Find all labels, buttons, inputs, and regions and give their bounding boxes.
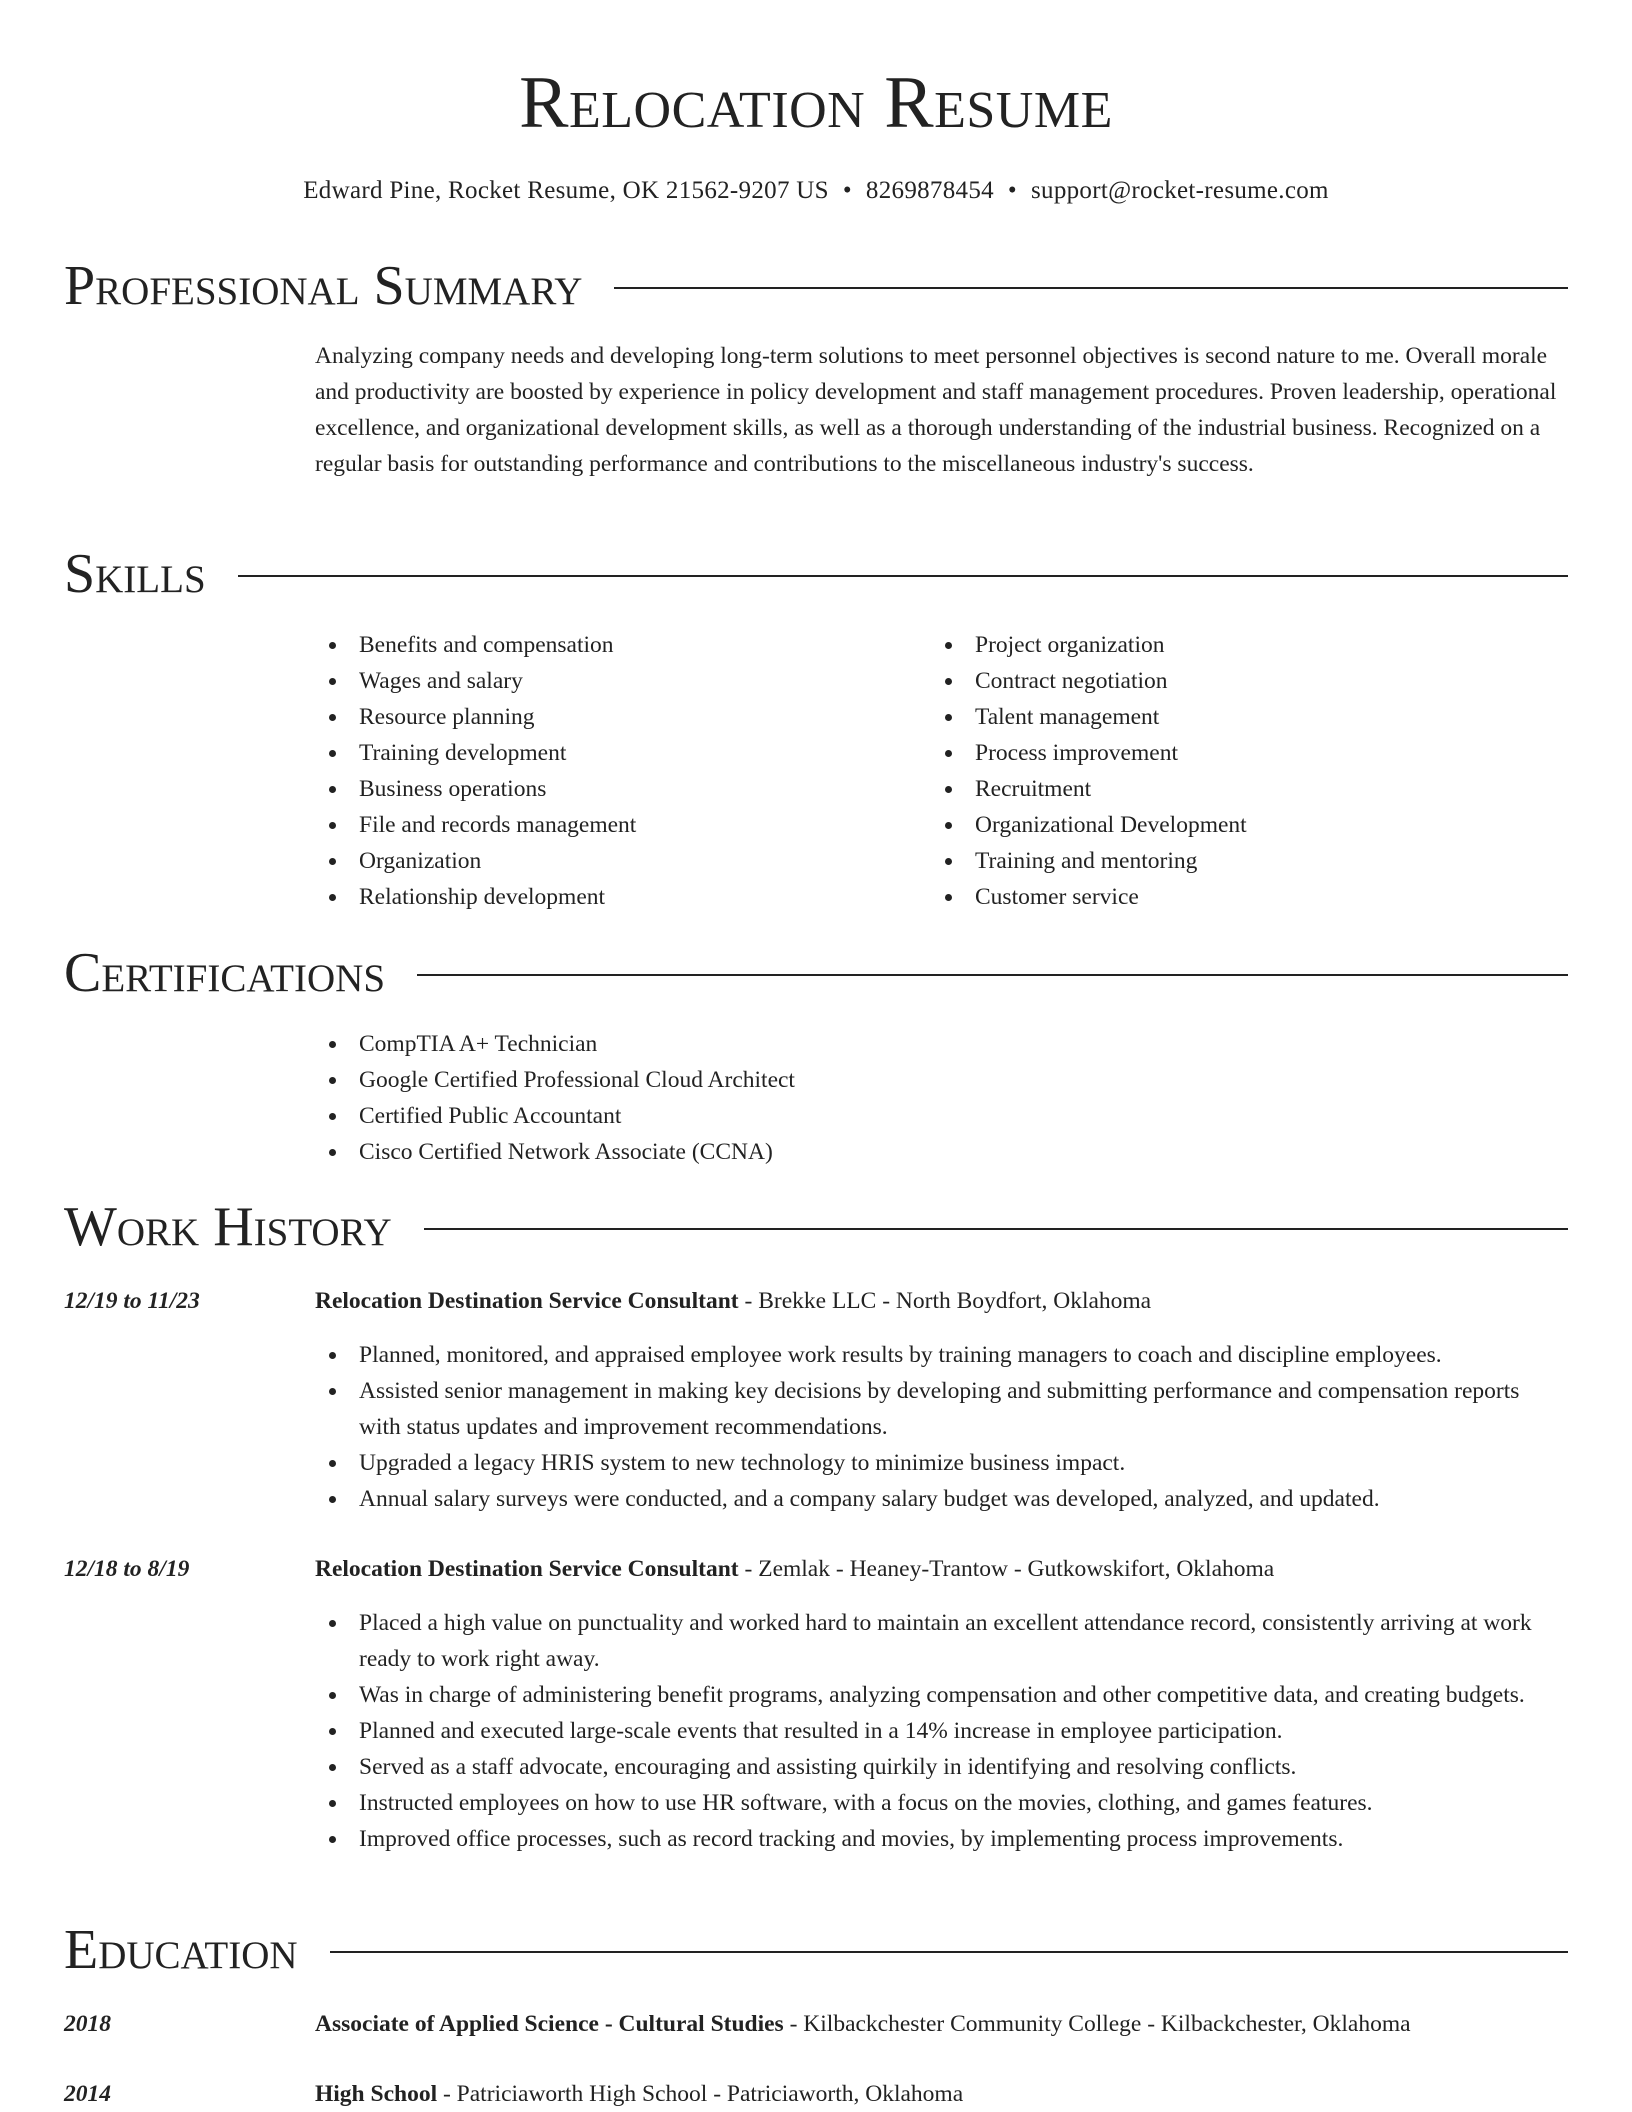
section-title: Professional Summary [64,255,583,317]
contact-separator: • [842,177,852,204]
job-employer: - Zemlak - Heaney-Trantow - Gutkowskifort, Oklahoma [738,1556,1275,1582]
contact-phone: 8269878454 [865,177,994,204]
contact-separator: • [1007,177,1017,204]
job-duty-item: Planned, monitored, and appraised employee work results by training managers to coach and discipline employees. [315,1337,1565,1373]
skill-item: Wages and salary [315,663,915,699]
education-school: - Kilbackchester Community College - Kilbackchester, Oklahoma [783,2011,1411,2037]
education-degree: Associate of Applied Science - Cultural Studies [315,2011,784,2037]
education-degree: High School [315,2081,438,2107]
certifications-list [315,1026,1565,1170]
job-title-line [315,1283,1580,1319]
skill-item: Process improvement [931,735,1561,771]
job-duty-item: Assisted senior management in making key decisions by developing and submitting performance and compensation reports with status updates and improvement recommendations. [315,1373,1565,1445]
section-heading-certifications [64,941,1568,1005]
section-title: Skills [64,543,206,605]
job-dates: 12/19 to 11/23 [64,1288,200,1314]
section-title: Education [64,1919,298,1981]
education-line [315,2076,1580,2112]
certification-item: CompTIA A+ Technician [315,1026,1565,1062]
job-duty-item: Served as a staff advocate, encouraging and assisting quirkily in identifying and resolving conflicts. [315,1749,1565,1785]
skill-item: Project organization [931,627,1561,663]
section-divider [424,1228,1568,1230]
skill-item: Contract negotiation [931,663,1561,699]
job-duties-list [315,1337,1565,1517]
job-duty-item: Improved office processes, such as record tracking and movies, by implementing process improvements. [315,1821,1565,1857]
job-duties-list [315,1605,1565,1857]
resume-title: Relocation Resume [519,62,1113,144]
job-title-line [315,1551,1580,1587]
skill-item: Training development [315,735,915,771]
job-duty-item: Annual salary surveys were conducted, and a company salary budget was developed, analyzed, and updated. [315,1481,1565,1517]
section-heading-skills [64,542,1568,606]
section-heading-work-history [64,1195,1568,1259]
job-duty-item: Was in charge of administering benefit programs, analyzing compensation and other competitive data, and creating budgets. [315,1677,1565,1713]
section-divider [614,287,1568,289]
summary-text: Analyzing company needs and developing long-term solutions to meet personnel objectives is second nature to me. Overall morale and productivity are boosted by experience in policy development and staff management procedures. Proven leadership, operational excellence, and organizational development skills, as well as a thorough understanding of the industrial business. Recognized on a regular basis for outstanding performance and contributions to the miscellaneous industry's success. [315,343,1557,477]
certification-item: Google Certified Professional Cloud Architect [315,1062,1565,1098]
skill-item: Organizational Development [931,807,1561,843]
job-duty-item: Upgraded a legacy HRIS system to new technology to minimize business impact. [315,1445,1565,1481]
skill-item: Business operations [315,771,915,807]
section-divider [417,974,1568,976]
section-title: Certifications [64,942,386,1004]
skills-list-right [931,627,1561,915]
skill-item: Customer service [931,879,1561,915]
skill-item: Organization [315,843,915,879]
job-dates: 12/18 to 8/19 [64,1556,190,1582]
job-duty-item: Instructed employees on how to use HR software, with a focus on the movies, clothing, and games features. [315,1785,1565,1821]
education-school: - Patriciaworth High School - Patriciaworth, Oklahoma [437,2081,964,2107]
skill-item: Benefits and compensation [315,627,915,663]
contact-email[interactable]: support@rocket-resume.com [1030,177,1329,204]
job-employer: - Brekke LLC - North Boydfort, Oklahoma [738,1288,1152,1314]
section-divider [238,575,1568,577]
skills-list-left [315,627,915,915]
education-line [315,2006,1580,2042]
certification-item: Certified Public Accountant [315,1098,1565,1134]
education-year: 2014 [64,2081,111,2107]
certification-item: Cisco Certified Network Associate (CCNA) [315,1134,1565,1170]
skill-item: Recruitment [931,771,1561,807]
job-title: Relocation Destination Service Consultant [315,1556,739,1582]
section-heading-summary [64,254,1568,318]
job-title: Relocation Destination Service Consultant [315,1288,739,1314]
skill-item: Talent management [931,699,1561,735]
skill-item: File and records management [315,807,915,843]
section-divider [330,1951,1568,1953]
skill-item: Training and mentoring [931,843,1561,879]
job-duty-item: Planned and executed large-scale events that resulted in a 14% increase in employee participation. [315,1713,1565,1749]
contact-line [0,174,1632,208]
contact-address: Edward Pine, Rocket Resume, OK 21562-9207 US [303,177,829,204]
education-year: 2018 [64,2011,111,2037]
section-title: Work History [64,1196,392,1258]
skill-item: Relationship development [315,879,915,915]
skill-item: Resource planning [315,699,915,735]
job-duty-item: Placed a high value on punctuality and worked hard to maintain an excellent attendance record, consistently arriving at work ready to work right away. [315,1605,1565,1677]
section-heading-education [64,1918,1568,1982]
